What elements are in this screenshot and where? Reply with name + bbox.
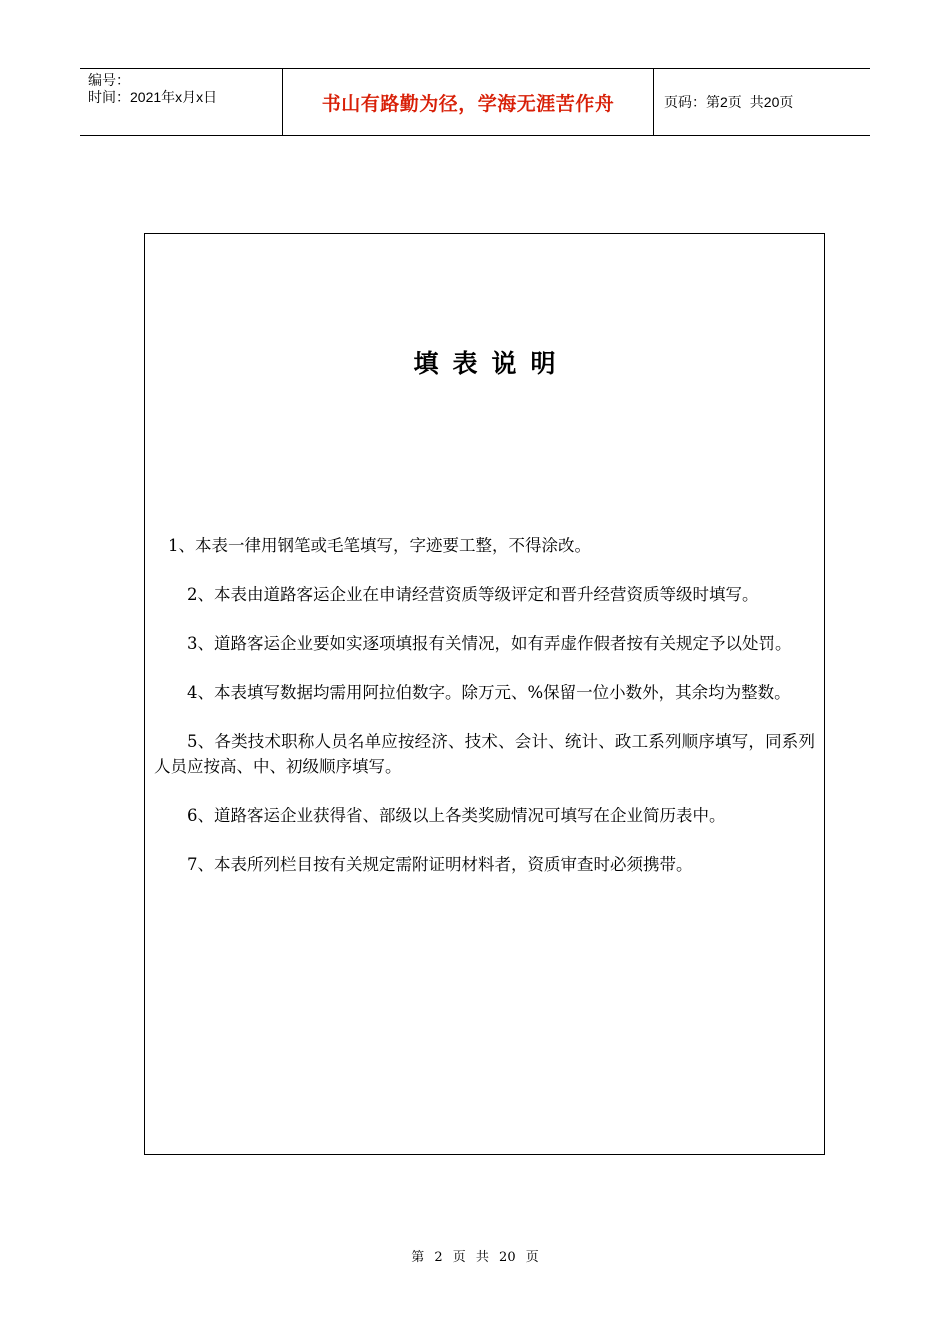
instructions-box [144, 233, 825, 1155]
header-page-label: 页码：第2页 [664, 94, 742, 110]
document-number-label: 编号： [88, 72, 130, 88]
instruction-item: 2、本表由道路客运企业在申请经营资质等级评定和晋升经营资质等级时填写。 [187, 585, 759, 604]
page-title: 填表说明 [413, 349, 570, 378]
instruction-item: 4、本表填写数据均需用阿拉伯数字。除万元、%保留一位小数外，其余均为整数。 [187, 683, 791, 702]
page-footer: 第 2 页 共 20 页 [411, 1250, 539, 1265]
page-header [80, 68, 870, 136]
instruction-item: 1、本表一律用钢笔或毛笔填写，字迹要工整，不得涂改。 [168, 536, 591, 555]
header-total-label: 共20页 [749, 94, 794, 110]
instruction-item: 3、道路客运企业要如实逐项填报有关情况，如有弄虚作假者按有关规定予以处罚。 [187, 634, 792, 653]
instruction-item: 5、各类技术职称人员名单应按经济、技术、会计、统计、政工系列顺序填写，同系列人员应按高、中、初级顺序填写。 [154, 732, 815, 776]
document-date-label: 时间：2021年x月x日 [88, 89, 218, 105]
header-page-cell [654, 69, 870, 135]
header-motto: 书山有路勤为径，学海无涯苦作舟 [321, 92, 615, 115]
instruction-item: 7、本表所列栏目按有关规定需附证明材料者，资质审查时必须携带。 [187, 855, 693, 874]
instructions-list [154, 533, 815, 901]
header-motto-cell [282, 69, 654, 135]
instruction-item: 6、道路客运企业获得省、部级以上各类奖励情况可填写在企业简历表中。 [187, 806, 726, 825]
header-meta-cell [80, 69, 282, 135]
